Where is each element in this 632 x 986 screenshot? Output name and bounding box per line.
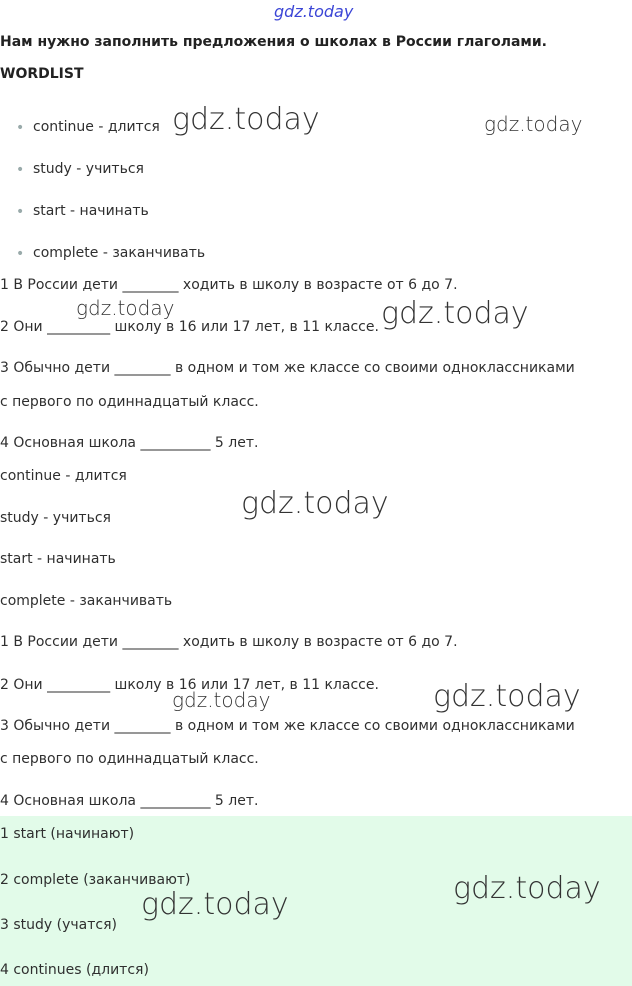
sentence-1: 1 В России дети ________ ходить в школу в возрасте от 6 до 7. [0,277,458,293]
wordlist-item: continue - длится [33,119,160,135]
watermark: gdz.today [76,296,175,320]
wordlist-item: complete - заканчивать [33,245,206,261]
sentence-3b: с первого по одиннадцатый класс. [0,751,259,767]
bullet-icon: • [16,246,25,262]
watermark: gdz.today [453,871,601,906]
wordlist-plain-item: continue - длится [0,468,127,484]
sentence-3a: 3 Обычно дети ________ в одном и том же классе со своими одноклассниками [0,718,575,734]
wordlist-item: study - учиться [33,161,144,177]
bullet-icon: • [16,204,25,220]
wordlist-plain-item: study - учиться [0,510,111,526]
bullet-icon: • [16,162,25,178]
watermark: gdz.today [484,112,583,136]
watermark: gdz.today [172,688,271,712]
watermark: gdz.today [381,296,529,331]
wordlist-heading: WORDLIST [0,66,84,82]
sentence-3a: 3 Обычно дети ________ в одном и том же классе со своими одноклассниками [0,360,575,376]
answer-4: 4 continues (длится) [0,962,149,978]
watermark: gdz.today [433,679,581,714]
wordlist-plain-item: complete - заканчивать [0,593,173,609]
watermark: gdz.today [141,887,289,922]
sentence-2: 2 Они _________ школу в 16 или 17 лет, в 11 классе. [0,319,379,335]
sentence-3b: с первого по одиннадцатый класс. [0,394,259,410]
watermark: gdz.today [172,102,320,137]
answer-2: 2 complete (заканчивают) [0,872,191,888]
sentence-2: 2 Они _________ школу в 16 или 17 лет, в 11 классе. [0,677,379,693]
sentence-4: 4 Основная школа __________ 5 лет. [0,435,259,451]
wordlist-plain-item: start - начинать [0,551,116,567]
wordlist-item: start - начинать [33,203,149,219]
watermark: gdz.today [241,486,389,521]
sentence-4: 4 Основная школа __________ 5 лет. [0,793,259,809]
sentence-1: 1 В России дети ________ ходить в школу в возрасте от 6 до 7. [0,634,458,650]
answer-3: 3 study (учатся) [0,917,117,933]
answer-1: 1 start (начинают) [0,826,135,842]
site-logo-watermark: gdz.today [274,2,354,21]
bullet-icon: • [16,120,25,136]
task-title: Нам нужно заполнить предложения о школах в России глаголами. [0,34,547,50]
